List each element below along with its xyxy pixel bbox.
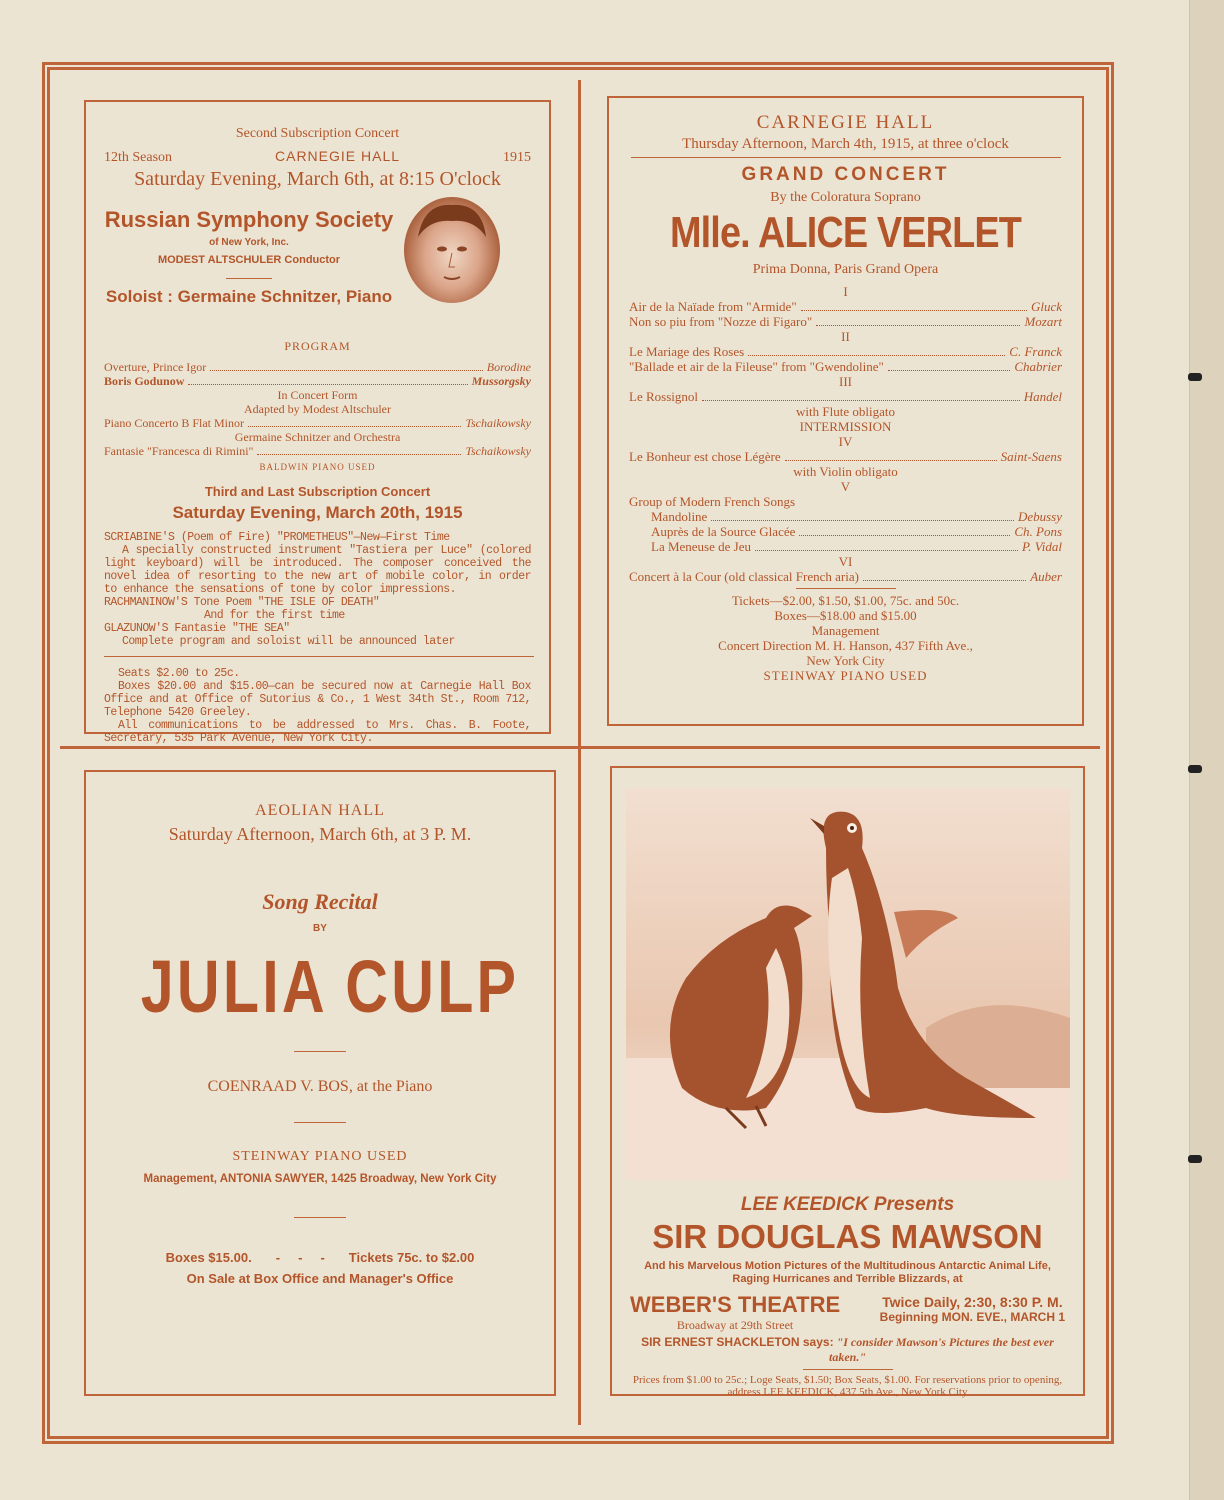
concert-direction: Concert Direction M. H. Hanson, 437 Fifth Ave.,	[718, 638, 973, 653]
subscription-heading: Second Subscription Concert	[235, 126, 400, 141]
soloist: Soloist : Germaine Schnitzer, Piano	[105, 287, 393, 306]
program-note: Adapted by Modest Altschuler	[244, 402, 391, 416]
box-prices: Boxes $15.00.	[165, 1250, 252, 1265]
seat-prices: Seats $2.00 to 25c.	[118, 667, 240, 680]
box-info: Boxes $20.00 and $15.00—can be secured now at Carnegie Hall Box Office and at Office of Sutorius & Co., 1 West 34th St., Room 712, Telephone 5420 Greeley.	[104, 680, 531, 719]
section-numeral: I	[843, 284, 848, 299]
program-item: Air de la Naïade from "Armide" Gluck	[629, 299, 1062, 314]
third-concert-heading: Third and Last Subscription Concert	[204, 484, 431, 499]
soloist-portrait	[404, 197, 500, 303]
endorser: SIR ERNEST SHACKLETON says:	[641, 1335, 834, 1349]
presenter: LEE KEEDICK Presents	[740, 1194, 955, 1215]
year-label: 1915	[502, 150, 531, 165]
program-note: with Flute obligato	[796, 404, 895, 419]
program-note: In Concert Form	[277, 388, 358, 402]
society-name: Russian Symphony Society	[104, 207, 394, 232]
section-numeral: VI	[838, 554, 853, 569]
theatre-name: WEBER'S THEATRE	[630, 1292, 841, 1317]
program-note: Germaine Schnitzer and Orchestra	[234, 430, 401, 444]
section-numeral: V	[840, 479, 851, 494]
program-note: A specially constructed instrument "Tastiera per Luce" (colored light keyboard) will be introduced. The composer conceived the novel idea of resorting to the new art of mobile color, in order to enhance the sensations of tone by color impressions.	[104, 544, 531, 596]
by-label: BY	[313, 923, 327, 934]
program-note: Group of Modern French Songs	[629, 494, 796, 509]
lecture-description: And his Marvelous Motion Pictures of the Multitudinous Antarctic Animal Life, Raging Hurricanes and Terrible Blizzards, at	[644, 1260, 1051, 1285]
by-line: By the Coloratura Soprano	[770, 190, 921, 205]
dash-separator: - - -	[275, 1250, 325, 1265]
conductor: MODEST ALTSCHULER Conductor	[157, 254, 341, 266]
intermission: INTERMISSION	[799, 419, 892, 434]
management-label: Management	[811, 623, 880, 638]
grand-concert: GRAND CONCERT	[741, 164, 950, 185]
concert-date: Thursday Afternoon, March 4th, 1915, at three o'clock	[682, 136, 1009, 152]
russian-symphony-ad	[84, 100, 551, 745]
theatre-address: Broadway at 29th Street	[676, 1318, 794, 1332]
hall-name: CARNEGIE HALL	[275, 148, 401, 164]
julia-culp-ad	[84, 770, 556, 1396]
program-note: Complete program and soloist will be announced later	[122, 635, 455, 648]
opening-date: Beginning MON. EVE., MARCH 1	[879, 1310, 1065, 1324]
prima-donna: Prima Donna, Paris Grand Opera	[752, 262, 939, 277]
program-note: SCRIABINE'S (Poem of Fire) "PROMETHEUS"—New—First Time	[104, 531, 450, 544]
season-label: 12th Season	[104, 150, 173, 165]
third-concert-date: Saturday Evening, March 20th, 1915	[172, 503, 463, 522]
ticket-prices: Tickets—$2.00, $1.50, $1.00, 75c. and 50c.	[731, 593, 960, 608]
page-edge	[1189, 0, 1224, 1500]
ticket-prices: Tickets 75c. to $2.00	[348, 1250, 475, 1265]
program-item: Fantasie "Francesca di Rimini" Tschaikowsky	[104, 444, 531, 458]
show-times: Twice Daily, 2:30, 8:30 P. M.	[882, 1294, 1063, 1310]
program-note: GLAZUNOW'S Fantasie "THE SEA"	[104, 622, 290, 635]
singer-name: Mlle. ALICE VERLET	[669, 208, 1022, 257]
piano-credit: STEINWAY PIANO USED	[763, 668, 928, 683]
song-recital: Song Recital	[262, 889, 378, 914]
program-item: Auprès de la Source Glacée Ch. Pons	[651, 524, 1062, 539]
singer-name: JULIA CULP	[140, 945, 520, 1028]
program-note: And for the first time	[204, 609, 345, 622]
section-numeral: IV	[838, 434, 853, 449]
hall-name: AEOLIAN HALL	[255, 802, 385, 819]
city: New York City	[806, 653, 885, 668]
piano-credit: BALDWIN PIANO USED	[259, 462, 376, 472]
contact-info: All communications to be addressed to Mrs. Chas. B. Foote, Secretary, 535 Park Avenue, New York City.	[104, 719, 531, 745]
piano-credit: STEINWAY PIANO USED	[232, 1149, 408, 1164]
program-item: La Meneuse de Jeu P. Vidal	[651, 539, 1062, 554]
concert-date: Saturday Afternoon, March 6th, at 3 P. M.	[168, 824, 472, 844]
alice-verlet-ad	[607, 96, 1084, 726]
concert-date: Saturday Evening, March 6th, at 8:15 O'clock	[134, 168, 501, 190]
section-numeral: II	[841, 329, 850, 344]
program-item: Non so piu from "Nozze di Figaro" Mozart	[629, 314, 1062, 329]
section-numeral: III	[839, 374, 852, 389]
program-label: PROGRAM	[284, 339, 351, 353]
hall-name: CARNEGIE HALL	[756, 112, 935, 133]
endorsement-quote: "I consider Mawson's Pictures the best ever taken."	[829, 1335, 1054, 1364]
program-note: RACHMANINOW'S Tone Poem "THE ISLE OF DEATH"	[104, 596, 380, 609]
program-item: Boris Godunow Mussorgsky	[104, 374, 531, 388]
sale-info: On Sale at Box Office and Manager's Office	[186, 1271, 454, 1286]
box-prices: Boxes—$18.00 and $15.00	[774, 608, 917, 623]
program-item: Le Rossignol Handel	[629, 389, 1062, 404]
program-item: Le Bonheur est chose Légère Saint-Saens	[629, 449, 1062, 464]
program-item: Concert à la Cour (old classical French aria) Auber	[629, 569, 1062, 584]
program-item: "Ballade et air de la Fileuse" from "Gwendoline" Chabrier	[629, 359, 1062, 374]
vertical-divider	[578, 80, 581, 1425]
program-note: with Violin obligato	[793, 464, 898, 479]
society-sub: of New York, Inc.	[209, 237, 289, 248]
management: Management, ANTONIA SAWYER, 1425 Broadway, New York City	[143, 1173, 497, 1185]
binding-pin	[1188, 765, 1202, 773]
mawson-ad	[610, 766, 1085, 1396]
program-item: Piano Concerto B Flat Minor Tschaikowsky	[104, 416, 531, 430]
lecturer-name: SIR DOUGLAS MAWSON	[652, 1218, 1043, 1255]
horizontal-divider	[60, 746, 1100, 749]
program-item: Mandoline Debussy	[651, 509, 1062, 524]
penguin-photo	[626, 788, 1070, 1180]
binding-pin	[1188, 373, 1202, 381]
reservation-info: Prices from $1.00 to 25c.; Loge Seats, $1.50; Box Seats, $1.00. For reservations prior to opening, address LEE KEEDICK, 437 5th Ave., New York City	[632, 1374, 1063, 1398]
binding-pin	[1188, 1155, 1202, 1163]
accompanist: COENRAAD V. BOS, at the Piano	[207, 1078, 433, 1095]
program-item: Le Mariage des Roses C. Franck	[629, 344, 1062, 359]
program-item: Overture, Prince Igor Borodine	[104, 360, 531, 374]
